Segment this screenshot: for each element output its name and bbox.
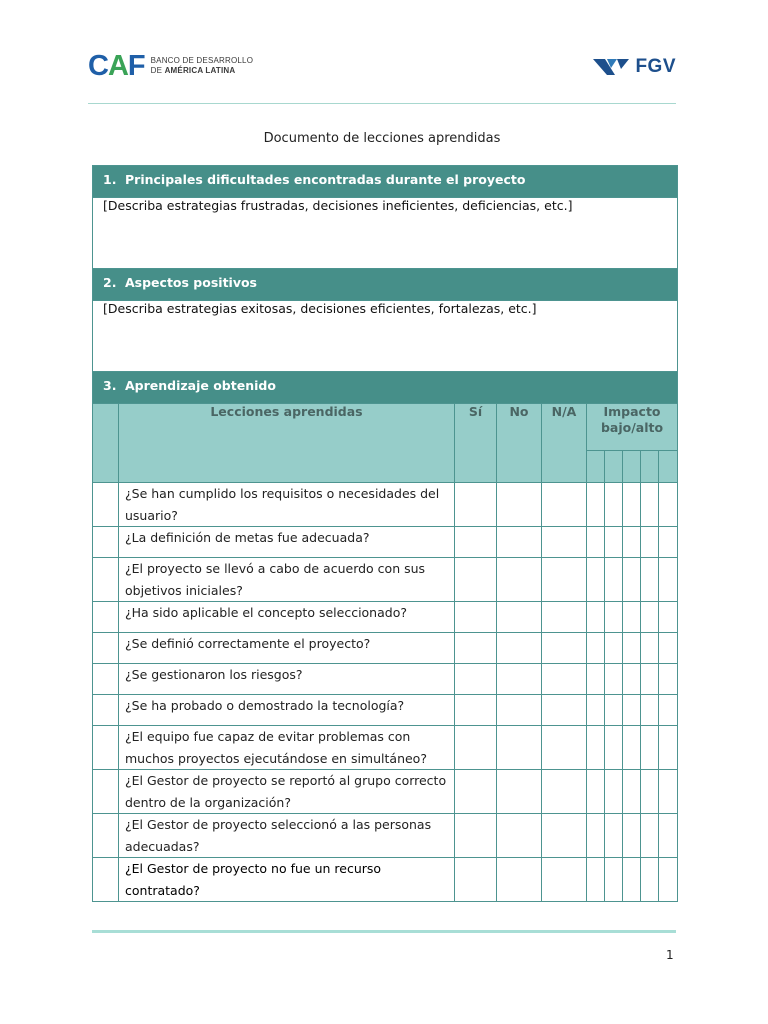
no-cell[interactable] <box>497 695 542 726</box>
row-blank-cell <box>93 726 119 770</box>
row-blank-cell <box>93 664 119 695</box>
impact-cell[interactable] <box>605 633 623 664</box>
impact-cell[interactable] <box>659 858 678 902</box>
na-cell[interactable] <box>542 770 587 814</box>
impact-cell[interactable] <box>659 695 678 726</box>
impact-cell[interactable] <box>623 527 641 558</box>
impact-cell[interactable] <box>605 726 623 770</box>
lesson-question: ¿Se gestionaron los riesgos? <box>119 664 455 695</box>
impact-cell[interactable] <box>605 695 623 726</box>
impact-cell[interactable] <box>641 602 659 633</box>
yes-cell[interactable] <box>455 664 497 695</box>
na-cell[interactable] <box>542 483 587 527</box>
no-cell[interactable] <box>497 858 542 902</box>
section-number: 1. <box>103 172 117 187</box>
lesson-row <box>93 527 678 558</box>
impact-cell[interactable] <box>659 483 678 527</box>
no-cell[interactable] <box>497 664 542 695</box>
impact-cell[interactable] <box>641 726 659 770</box>
row-blank-cell <box>93 814 119 858</box>
impact-cell[interactable] <box>605 558 623 602</box>
section-2-placeholder[interactable]: [Describa estrategias exitosas, decisiones eficientes, fortalezas, etc.] <box>93 301 678 372</box>
impact-cell[interactable] <box>641 664 659 695</box>
lesson-question: ¿El equipo fue capaz de evitar problemas con muchos proyectos ejecutándose en simultáneo? <box>119 726 455 770</box>
na-cell[interactable] <box>542 814 587 858</box>
impact-cell[interactable] <box>623 770 641 814</box>
no-cell[interactable] <box>497 726 542 770</box>
lesson-question: ¿Se han cumplido los requisitos o necesidades del usuario? <box>119 483 455 527</box>
na-cell[interactable] <box>542 602 587 633</box>
lesson-row <box>93 558 678 602</box>
yes-cell[interactable] <box>455 858 497 902</box>
impact-cell[interactable] <box>623 483 641 527</box>
impact-cell[interactable] <box>623 695 641 726</box>
no-column-header: No <box>497 404 542 483</box>
impact-cell[interactable] <box>587 633 605 664</box>
no-cell[interactable] <box>497 770 542 814</box>
row-blank-cell <box>93 770 119 814</box>
lesson-row <box>93 664 678 695</box>
section-number: 2. <box>103 275 117 290</box>
impact-cell[interactable] <box>641 633 659 664</box>
blank-header-cell <box>93 404 119 483</box>
na-cell[interactable] <box>542 695 587 726</box>
impact-cell[interactable] <box>587 814 605 858</box>
no-cell[interactable] <box>497 814 542 858</box>
row-blank-cell <box>93 695 119 726</box>
yes-cell[interactable] <box>455 483 497 527</box>
impact-cell[interactable] <box>605 770 623 814</box>
impact-subcell <box>587 451 605 483</box>
section-title: Aprendizaje obtenido <box>125 378 276 393</box>
section-title: Principales dificultades encontradas durante el proyecto <box>125 172 526 187</box>
document-title: Documento de lecciones aprendidas <box>263 131 501 146</box>
lesson-question: ¿El Gestor de proyecto seleccionó a las personas adecuadas? <box>119 814 455 858</box>
na-cell[interactable] <box>542 726 587 770</box>
impact-cell[interactable] <box>641 858 659 902</box>
no-cell[interactable] <box>497 558 542 602</box>
impact-cell[interactable] <box>587 770 605 814</box>
section-title: Aspectos positivos <box>125 275 258 290</box>
row-blank-cell <box>93 483 119 527</box>
lesson-row <box>93 814 678 858</box>
impact-subcell <box>605 451 623 483</box>
no-cell[interactable] <box>497 527 542 558</box>
impact-cell[interactable] <box>641 483 659 527</box>
lesson-question: ¿El proyecto se llevó a cabo de acuerdo con sus objetivos iniciales? <box>119 558 455 602</box>
impact-cell[interactable] <box>623 726 641 770</box>
row-blank-cell <box>93 858 119 902</box>
lesson-question: ¿Ha sido aplicable el concepto seleccionado? <box>119 602 455 633</box>
yes-cell[interactable] <box>455 814 497 858</box>
fgv-logo <box>593 57 676 77</box>
row-blank-cell <box>93 602 119 633</box>
impact-cell[interactable] <box>659 602 678 633</box>
impact-cell[interactable] <box>587 695 605 726</box>
lesson-question: ¿El Gestor de proyecto no fue un recurso contratado? <box>119 858 455 902</box>
impact-cell[interactable] <box>623 558 641 602</box>
impact-cell[interactable] <box>605 814 623 858</box>
page-number: 1 <box>666 948 674 962</box>
footer-divider <box>92 930 676 933</box>
section-1-header <box>93 166 678 198</box>
no-cell[interactable] <box>497 483 542 527</box>
page-header <box>88 48 676 88</box>
impact-cell[interactable] <box>605 527 623 558</box>
lessons-document-table <box>92 165 678 902</box>
no-cell[interactable] <box>497 602 542 633</box>
row-blank-cell <box>93 558 119 602</box>
impact-cell[interactable] <box>659 633 678 664</box>
impact-cell[interactable] <box>587 558 605 602</box>
lesson-row <box>93 695 678 726</box>
yes-cell[interactable] <box>455 602 497 633</box>
section-2-body <box>93 301 678 372</box>
impact-cell[interactable] <box>623 858 641 902</box>
lesson-question: ¿El Gestor de proyecto se reportó al grupo correcto dentro de la organización? <box>119 770 455 814</box>
impact-cell[interactable] <box>605 664 623 695</box>
impact-cell[interactable] <box>587 527 605 558</box>
impact-cell[interactable] <box>659 770 678 814</box>
yes-column-header: Sí <box>455 404 497 483</box>
impact-cell[interactable] <box>605 483 623 527</box>
no-cell[interactable] <box>497 633 542 664</box>
na-cell[interactable] <box>542 633 587 664</box>
lesson-question: ¿Se definió correctamente el proyecto? <box>119 633 455 664</box>
lesson-row <box>93 633 678 664</box>
row-blank-cell <box>93 527 119 558</box>
yes-cell[interactable] <box>455 770 497 814</box>
impact-cell[interactable] <box>587 602 605 633</box>
section-3-header <box>93 372 678 404</box>
lesson-row <box>93 858 678 902</box>
impact-cell[interactable] <box>659 726 678 770</box>
lesson-row <box>93 602 678 633</box>
impact-cell[interactable] <box>641 695 659 726</box>
impact-cell[interactable] <box>641 814 659 858</box>
na-cell[interactable] <box>542 558 587 602</box>
impact-subcell <box>623 451 641 483</box>
header-divider <box>88 103 676 104</box>
impact-cell[interactable] <box>659 558 678 602</box>
impact-cell[interactable] <box>587 483 605 527</box>
yes-cell[interactable] <box>455 695 497 726</box>
lesson-rows <box>93 483 678 902</box>
lessons-column-header-row <box>93 404 678 451</box>
lessons-column-header: Lecciones aprendidas <box>119 404 455 483</box>
impact-cell[interactable] <box>659 814 678 858</box>
impact-cell[interactable] <box>641 527 659 558</box>
row-blank-cell <box>93 633 119 664</box>
impact-cell[interactable] <box>623 633 641 664</box>
na-cell[interactable] <box>542 527 587 558</box>
lesson-row <box>93 726 678 770</box>
yes-cell[interactable] <box>455 726 497 770</box>
impact-column-header: Impacto bajo/alto <box>587 404 678 451</box>
fgv-logo-text: FGV <box>635 56 676 77</box>
impact-cell[interactable] <box>587 858 605 902</box>
section-number: 3. <box>103 378 117 393</box>
impact-cell[interactable] <box>641 770 659 814</box>
impact-cell[interactable] <box>641 558 659 602</box>
lesson-row <box>93 770 678 814</box>
impact-subcell <box>641 451 659 483</box>
impact-cell[interactable] <box>587 664 605 695</box>
yes-cell[interactable] <box>455 633 497 664</box>
section-1-body <box>93 198 678 269</box>
caf-logo <box>88 52 253 80</box>
yes-cell[interactable] <box>455 527 497 558</box>
lesson-question: ¿La definición de metas fue adecuada? <box>119 527 455 558</box>
impact-cell[interactable] <box>587 726 605 770</box>
impact-cell[interactable] <box>659 664 678 695</box>
impact-cell[interactable] <box>605 858 623 902</box>
lesson-question: ¿Se ha probado o demostrado la tecnología? <box>119 695 455 726</box>
impact-cell[interactable] <box>605 602 623 633</box>
fgv-logo-icon <box>593 57 633 77</box>
impact-cell[interactable] <box>659 527 678 558</box>
section-2-header <box>93 269 678 301</box>
na-cell[interactable] <box>542 664 587 695</box>
section-1-placeholder[interactable]: [Describa estrategias frustradas, decisiones ineficientes, deficiencias, etc.] <box>93 198 678 269</box>
caf-logo-text: BANCO DE DESARROLLO DE AMÉRICA LATINA <box>150 56 254 75</box>
impact-cell[interactable] <box>623 814 641 858</box>
na-cell[interactable] <box>542 858 587 902</box>
impact-cell[interactable] <box>623 602 641 633</box>
na-column-header: N/A <box>542 404 587 483</box>
impact-cell[interactable] <box>623 664 641 695</box>
caf-logo-mark: CAF <box>88 50 145 82</box>
yes-cell[interactable] <box>455 558 497 602</box>
lesson-row <box>93 483 678 527</box>
impact-subcell <box>659 451 678 483</box>
